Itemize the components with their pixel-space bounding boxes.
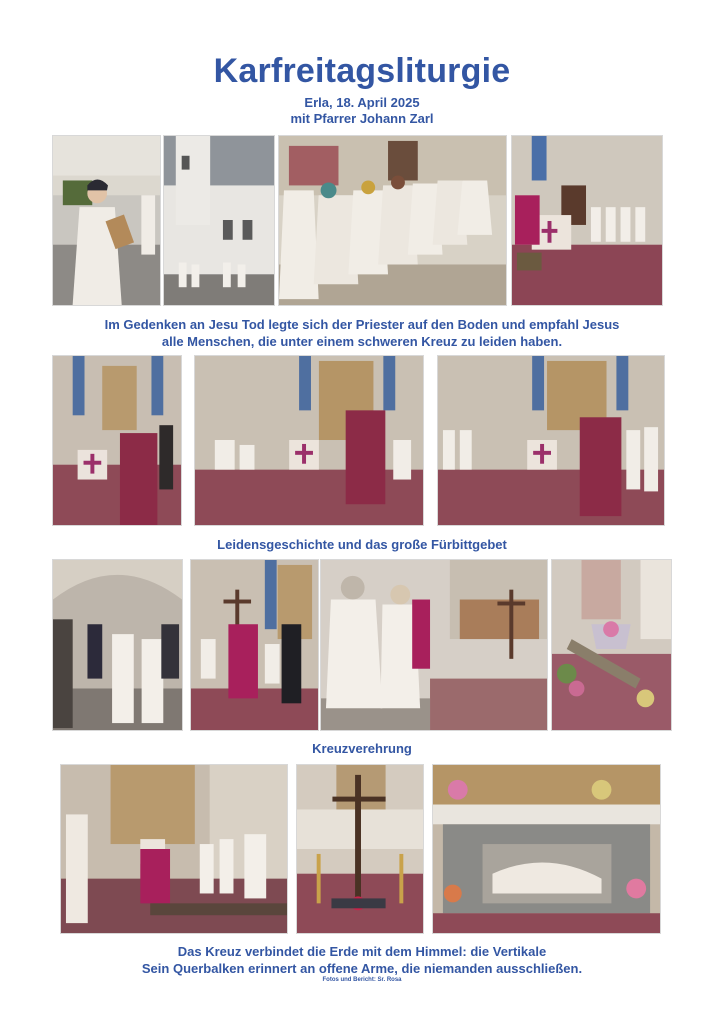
- photo-crucifix-candles: [296, 764, 424, 934]
- place-date: Erla, 18. April 2025: [304, 95, 420, 110]
- photo-kneeling-servers: [278, 135, 507, 306]
- photo-holy-sepulchre: [432, 764, 661, 934]
- caption-row4-line2: Sein Querbalken erinnert an offene Arme, die niemanden ausschließen.: [141, 961, 583, 976]
- photo-ambo-reading: [52, 355, 182, 526]
- photo-credit: Fotos und Bericht: Sr. Rosa: [322, 977, 402, 983]
- caption-row1-line2: alle Menschen, die unter einem schweren Kreuz zu leiden haben.: [161, 334, 563, 349]
- photo-church-courtyard: [163, 135, 275, 306]
- photo-intercessions: [437, 355, 665, 526]
- photo-passion-reading: [194, 355, 424, 526]
- photo-veneration-queue: [320, 559, 548, 731]
- photo-altar-with-servers: [511, 135, 663, 306]
- page-title: Karfreitagsliturgie: [213, 52, 511, 90]
- caption-row3: Kreuzverehrung: [312, 741, 412, 756]
- celebrant-line: mit Pfarrer Johann Zarl: [290, 111, 434, 126]
- photo-nave-veneration: [60, 764, 288, 934]
- photo-priest-holding-cross: [190, 559, 319, 731]
- caption-row4-line1: Das Kreuz verbindet die Erde mit dem Himmel: die Vertikale: [177, 944, 547, 959]
- caption-row2: Leidensgeschichte und das große Fürbittgebet: [217, 537, 507, 552]
- photo-cross-procession: [52, 559, 183, 731]
- photo-cross-with-flowers: [551, 559, 672, 731]
- caption-row1-line1: Im Gedenken an Jesu Tod legte sich der Priester auf den Boden und empfahl Jesus: [104, 317, 620, 332]
- photo-altar-server-with-book: [52, 135, 161, 306]
